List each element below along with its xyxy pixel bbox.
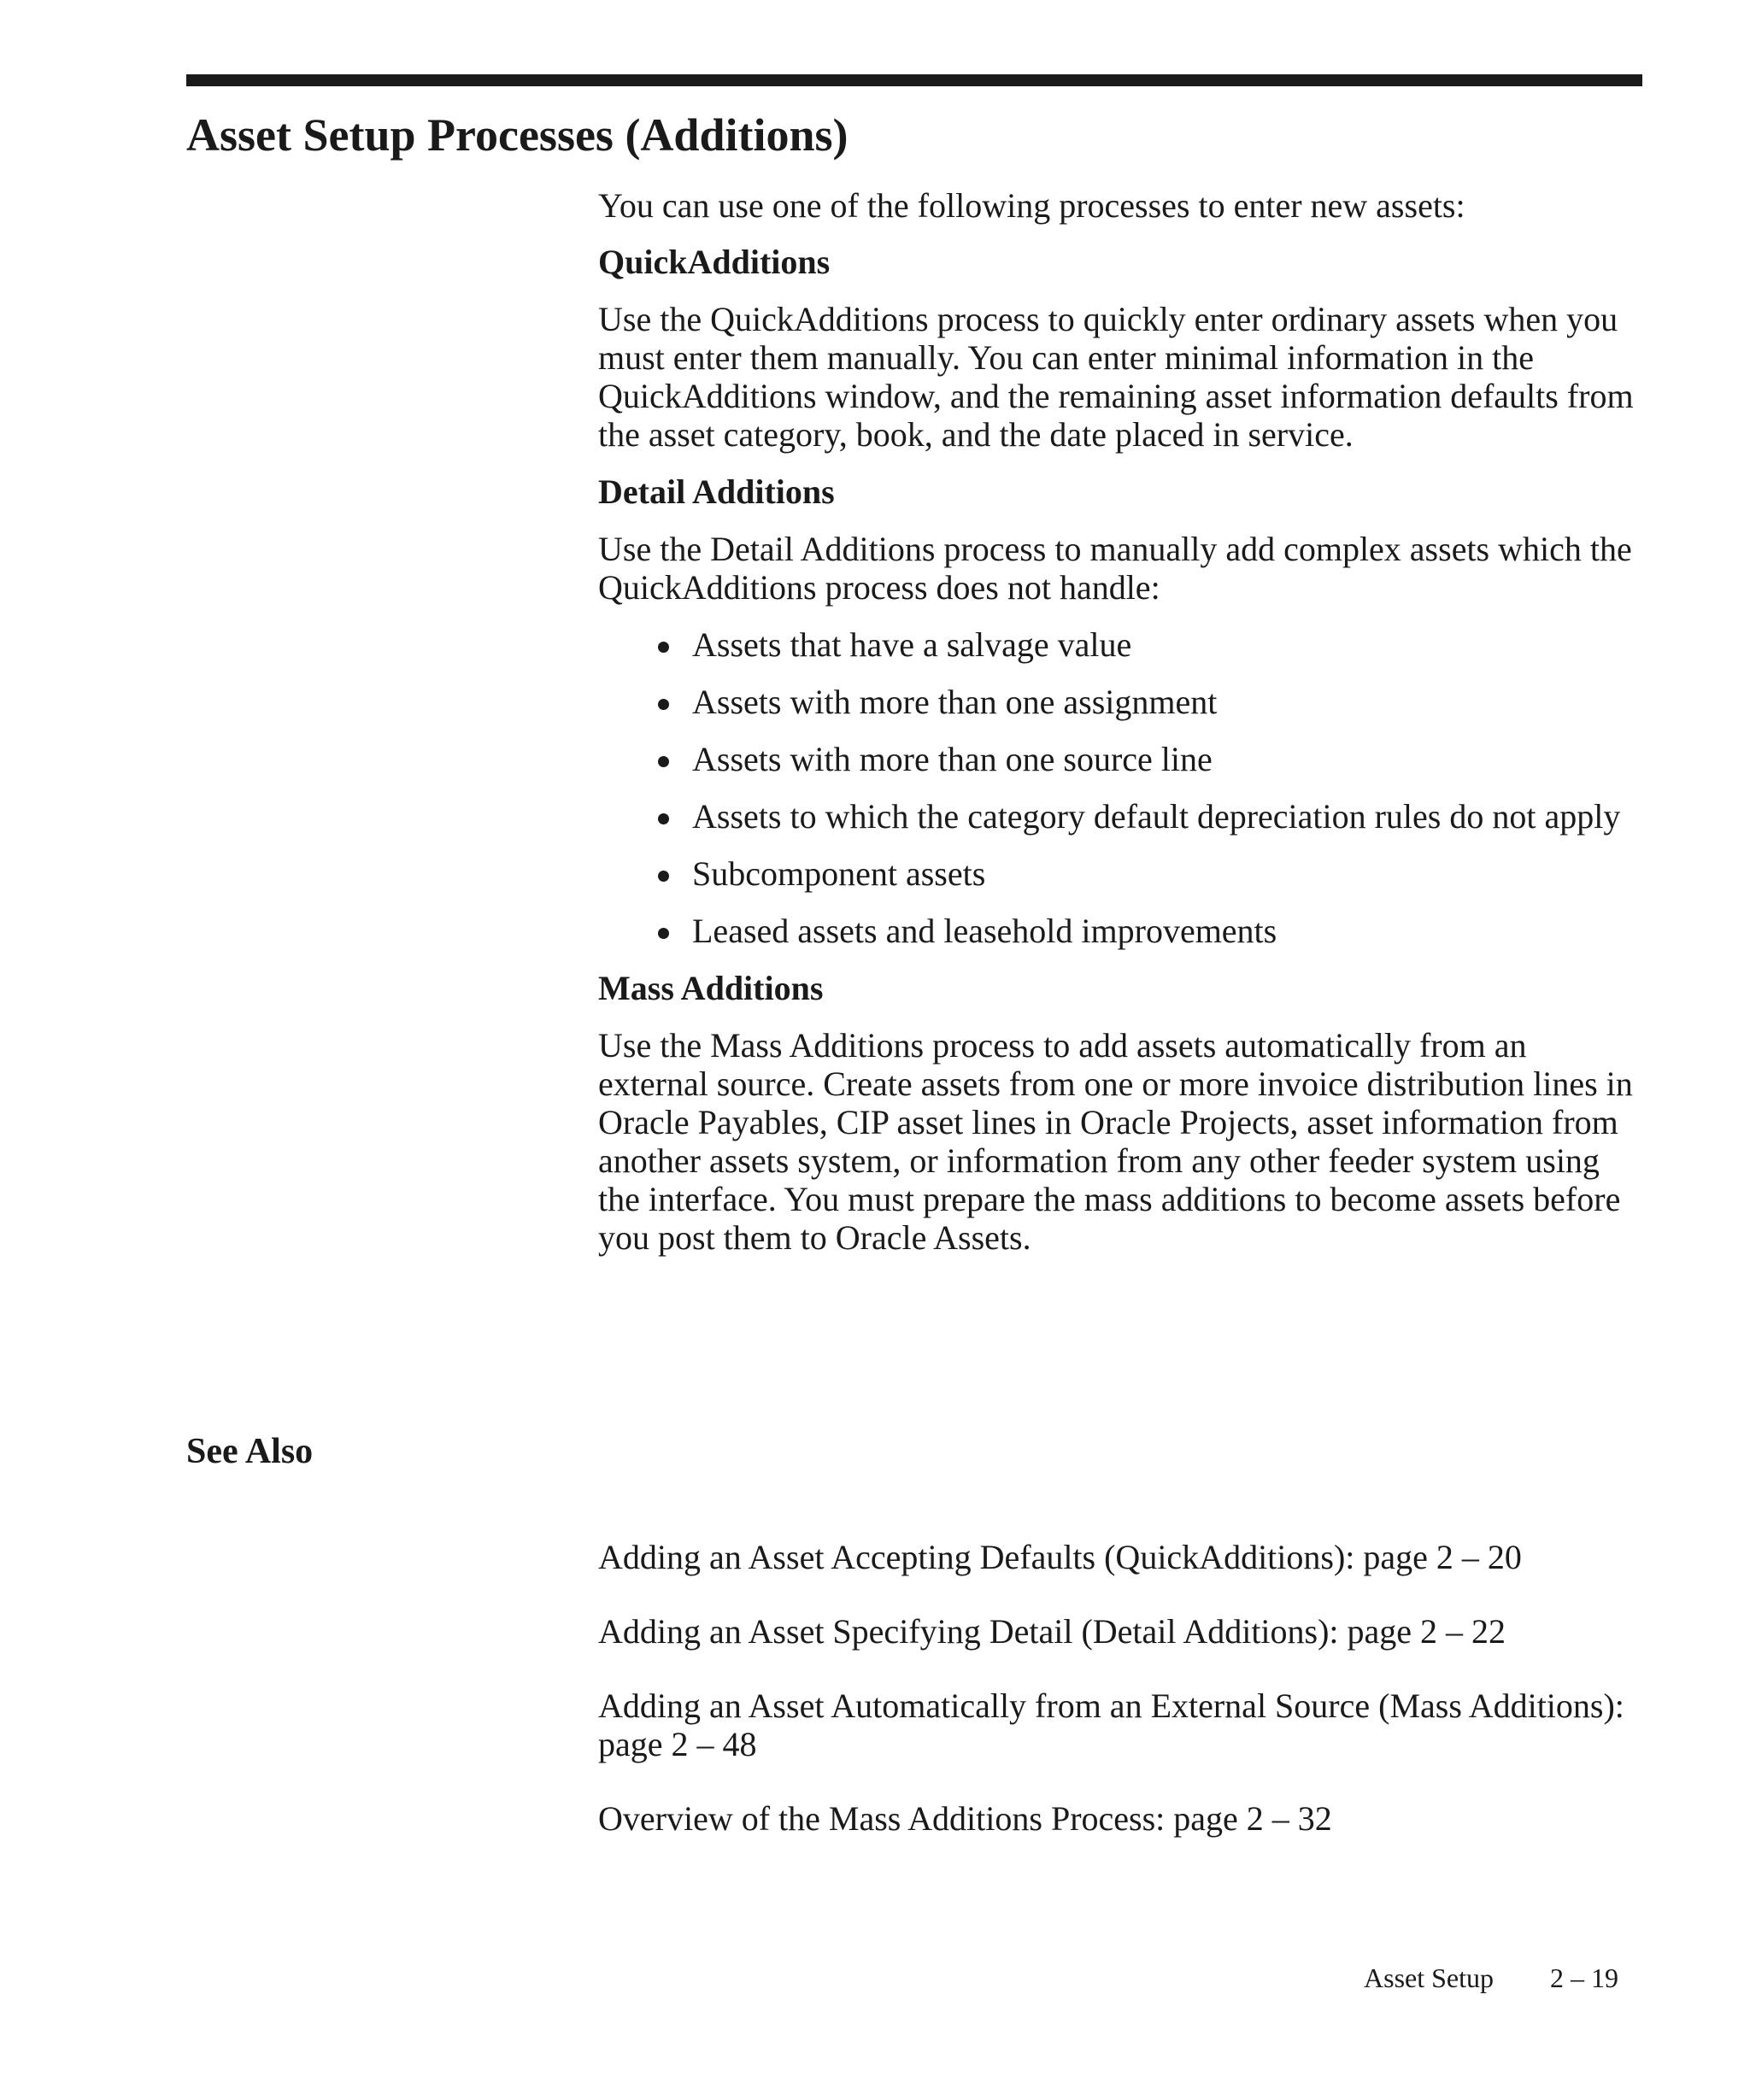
mass-additions-heading: Mass Additions <box>598 969 824 1007</box>
quickadditions-text: Use the QuickAdditions process to quickly enter ordinary assets when you must enter them manually. You can enter minimal information in the QuickAdditions window, and the remaining asset information defaults from the asset category, book, and the date placed in service. <box>598 300 1634 454</box>
list-item <box>598 797 1636 836</box>
see-also-link-mass-additions[interactable]: Adding an Asset Automatically from an External Source (Mass Additions): page 2 – 48 <box>598 1686 1624 1763</box>
footer-section-name: Asset Setup <box>1364 1962 1494 1993</box>
bullet-icon <box>658 642 669 653</box>
see-also-link-quickadditions[interactable]: Adding an Asset Accepting Defaults (QuickAdditions): page 2 – 20 <box>598 1538 1522 1576</box>
bullet-icon <box>658 871 669 882</box>
bullet-icon <box>658 699 669 710</box>
list-item-text: Assets with more than one assignment <box>692 683 1218 721</box>
top-rule <box>186 74 1642 86</box>
mass-additions-text: Use the Mass Additions process to add assets automatically from an external source. Create assets from one or more invoice distribution lines in Oracle Payables, CIP asset lines in Oracle Projects, asset information from another assets system, or information from any other feeder system using the interface. You must prepare the mass additions to become assets before you post them to Oracle Assets. <box>598 1026 1633 1257</box>
bullet-icon <box>658 928 669 939</box>
list-item <box>598 912 1636 950</box>
see-also-list <box>598 1538 1636 1874</box>
bullet-icon <box>658 756 669 767</box>
list-item <box>598 625 1636 664</box>
list-item-text: Assets to which the category default depreciation rules do not apply <box>692 797 1621 836</box>
detail-additions-heading: Detail Additions <box>598 472 835 511</box>
quickadditions-heading: QuickAdditions <box>598 243 831 281</box>
see-also-link-mass-additions-overview[interactable]: Overview of the Mass Additions Process: page 2 – 32 <box>598 1799 1332 1838</box>
list-item <box>598 854 1636 893</box>
list-item-text: Subcomponent assets <box>692 854 986 893</box>
see-also-link-detail-additions[interactable]: Adding an Asset Specifying Detail (Detail Additions): page 2 – 22 <box>598 1612 1506 1651</box>
intro-text: You can use one of the following processes to enter new assets: <box>598 186 1465 225</box>
detail-additions-text: Use the Detail Additions process to manually add complex assets which the QuickAdditions process does not handle: <box>598 530 1632 607</box>
list-item-text: Assets that have a salvage value <box>692 625 1132 664</box>
see-also-heading: See Also <box>186 1432 314 1471</box>
list-item-text: Assets with more than one source line <box>692 740 1213 778</box>
list-item-text: Leased assets and leasehold improvements <box>692 912 1277 950</box>
detail-additions-list <box>598 625 1636 950</box>
list-item <box>598 683 1636 721</box>
main-content <box>598 186 1636 1276</box>
page-title: Asset Setup Processes (Additions) <box>186 109 849 161</box>
footer-page-number: 2 – 19 <box>1550 1962 1618 1993</box>
bullet-icon <box>658 813 669 824</box>
list-item <box>598 740 1636 778</box>
